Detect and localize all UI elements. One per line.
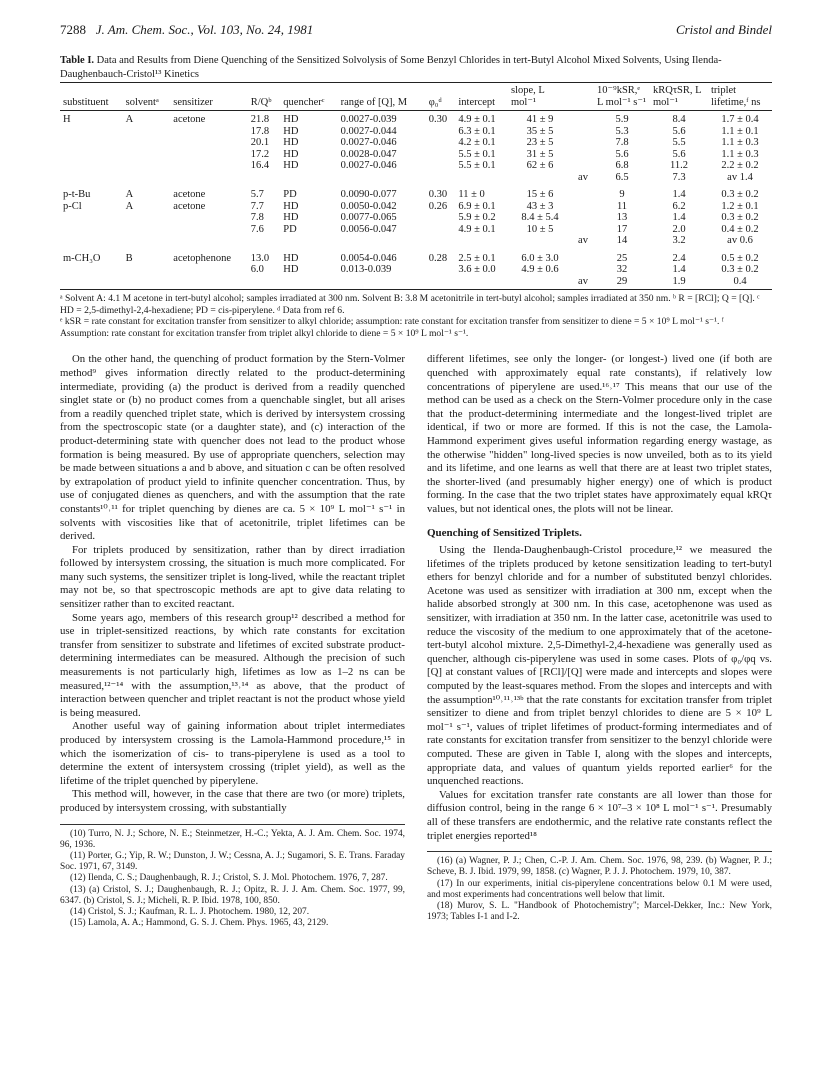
table-cell <box>572 247 594 265</box>
table-cell: 0.4 <box>708 276 772 290</box>
table-row <box>60 224 772 236</box>
table-cell: 1.1 ± 0.3 <box>721 137 759 148</box>
table-cell: 5.5 ± 0.1 <box>458 148 496 160</box>
table-cell <box>572 264 594 276</box>
table-cell: 1.1 ± 0.1 <box>721 125 759 137</box>
table-cell: 11.2 <box>670 160 688 171</box>
table-cell <box>280 172 337 184</box>
table-cell: HD <box>283 114 299 125</box>
reference: (11) Porter, G.; Yip, R. W.; Dunston, J. W.; Cessna, A. J.; Sugamori, S. E. Trans. Faraday Soc. 1971, 67, 3149. <box>60 850 405 873</box>
col-slope: slope, L mol⁻¹ <box>508 83 572 111</box>
table-cell: 1.9 <box>650 276 708 290</box>
table-caption-text: Data and Results from Diene Quenching of the Sensitized Solvolysis of Some Benzyl Chlorides in tert-Butyl Alcohol Mixed Solvents, Using Ilenda-Daughenbauch-Cristol¹³ Kinetics <box>60 55 722 80</box>
table-cell: 5.9 <box>615 114 629 125</box>
table-cell <box>426 137 456 149</box>
table-cell <box>426 160 456 172</box>
table-footnote: ᵉ kSR = rate constant for excitation transfer from sensitizer to alkyl chloride; assumption: rate constant for excitation transfer from sensitizer to diene = 5 × 10⁹ L mol⁻¹ s⁻¹. ᶠ Assumption: rate constant for excitation transfer from triplet alkyl chloride to diene = 5 × 10⁹ L mol⁻¹ s⁻¹. <box>60 316 724 339</box>
table-cell: A <box>125 200 134 212</box>
table-cell: av <box>578 235 588 246</box>
table-cell: 0.0027-0.046 <box>340 137 397 148</box>
table-cell: 4.9 ± 0.1 <box>458 114 496 125</box>
table-cell: 2.2 ± 0.2 <box>721 160 759 171</box>
table-cell: PD <box>283 189 297 200</box>
table-cell: 0.5 ± 0.2 <box>721 252 759 264</box>
table-cell: 6.2 <box>672 200 686 212</box>
table-cell: 23 ± 5 <box>526 137 554 148</box>
table-cell <box>60 160 123 172</box>
table-cell: 3.6 ± 0.0 <box>458 264 496 275</box>
table-cell <box>426 172 456 184</box>
table-label: Table I. <box>60 55 95 66</box>
table-cell <box>248 276 281 290</box>
table-cell <box>455 172 508 184</box>
reference: (12) Ilenda, C. S.; Daughenbaugh, R. J.; Cristol, S. J. Mol. Photochem. 1976, 7, 287. <box>70 873 388 884</box>
table-row <box>60 264 772 276</box>
col-ksr: 10⁻⁹kSR,ᵉ L mol⁻¹ s⁻¹ <box>594 83 650 111</box>
table-cell <box>248 172 281 184</box>
data-table <box>60 82 772 290</box>
table-cell <box>60 224 123 236</box>
paragraph: Some years ago, members of this research group¹² described a method for use in triplet-sensitized reactions, by which rate constants for excitation transfer from sensitizer to substrate and lifetimes of excited substrate product-determining intermediates can be measured. Although the precision of such measurements is not particularly high, lifetimes as low as 1–2 ns can be measured,¹²⁻¹⁴ with the assumption,¹³˒¹⁴ as above, that the product of interaction between quencher and triplet reactant is not the product whose yield is being measured. <box>60 611 405 719</box>
table-cell: 2.5 ± 0.1 <box>458 252 496 264</box>
table-cell: 3.2 <box>672 235 686 246</box>
table-cell: HD <box>283 200 299 212</box>
col-lifetime: triplet lifetime,ᶠ ns <box>708 83 772 111</box>
journal-page <box>60 22 772 929</box>
table-cell <box>572 111 594 126</box>
table-cell <box>60 264 123 276</box>
table-row <box>60 126 772 138</box>
table-cell: 7.8 <box>250 212 264 223</box>
table-cell: 1.4 <box>672 212 686 223</box>
table-cell: 17.8 <box>250 125 270 137</box>
section-heading: Quenching of Sensitized Triplets. <box>427 526 582 539</box>
table-cell: 7.3 <box>672 171 686 183</box>
table-row <box>60 212 772 224</box>
col-solvent: solventᵃ <box>123 83 171 111</box>
table-cell: 4.9 ± 0.6 <box>521 264 559 275</box>
paragraph: Using the Ilenda-Daughenbaugh-Cristol procedure,¹² we measured the lifetimes of the triplets produced by ketone sensitization leading to tert-butyl ethers for benzyl chloride and for a number of substituted benzyl chlorides. Acetone was used as sensitizer with irradiation at 300 nm, except when the halide absorbed strongly at 300 nm. In this case, acetophenone was used as sensitizer, with irradiation at 350 nm. In the latter case, acetonitrile was used to reduce the viscosity of the medium to one approximately that of the acetone-tert-butyl alcohol mixture. 2,5-Dimethyl-2,4-hexadiene was generally used as quencher, although cis-piperylene was used in some cases. Plots of φ₀/φq vs. [Q] at constant values of [RCl]/[Q] were made and intercepts and slopes were computed by the least-squares method. From the slopes and intercepts and with the assumption¹⁰˒¹¹˒¹³ᵇ that the rate constants for excitation transfer from triplet sensitizer to diene and from triplet benzyl chlorides to diene are 5 × 10⁹ L mol⁻¹ s⁻¹, values of triplet lifetimes of product-forming intermediates and of rate constants for excitation transfer from sensitizer to the benzyl chloride were computed. These are given in Table I, along with the slopes and intercepts, appropriate data, and values of quantum yields reported earlier⁶ for the unquenched reactions. <box>427 544 772 788</box>
table-cell <box>170 212 247 224</box>
table-cell: 5.3 <box>615 125 629 137</box>
table-cell <box>60 126 123 138</box>
table-cell: 21.8 <box>250 114 270 125</box>
table-cell: 31 ± 5 <box>526 148 554 160</box>
table-cell: 0.30 <box>428 114 448 125</box>
table-cell <box>170 137 247 149</box>
table-cell <box>508 172 572 184</box>
table-cell: 6.5 <box>615 171 629 183</box>
table-cell: 5.5 ± 0.1 <box>458 160 496 171</box>
table-cell: 2.0 <box>672 223 686 235</box>
right-column <box>427 353 772 929</box>
table-cell <box>426 276 456 290</box>
table-cell: 20.1 <box>250 137 270 148</box>
table-cell: 13.0 <box>250 252 270 264</box>
table-cell: 13 <box>616 212 628 223</box>
table-cell: 0.0028-0.047 <box>340 148 397 160</box>
paragraph: different lifetimes, see only the longer- (or longest-) lived one (if both are quenched with approximately equal rate constants), if relatively low concentrations of piperylene are used.¹⁶˒¹⁷ This means that our use of the method can be used as a check on the Stern-Volmer procedure only in the case that the product-determining intermediate and the longest-lived triplet are identical, if two or more are formed. If this is not the case, the Lamola-Hammond experiment gives useful information regarding energy wastage, as the otherwise "hidden" long-lived species is now unveiled, both as to its yield and its lifetime, and one learns as well that there are at least two triplet states, the shorter-lived (and presumably higher energy) one of which is product forming. In the case that the two triplet states have approximately equal kRQτ values, but not identical ones, the plots will not be linear. <box>427 353 772 515</box>
table-cell <box>170 235 247 247</box>
table-footnote: ᵃ Solvent A: 4.1 M acetone in tert-butyl alcohol; samples irradiated at 300 nm. Solvent B: 3.8 M acetonitrile in tert-butyl alcohol; samples irradiated at 350 nm. ᵇ R = [RCl]; Q = [Q]. ᶜ HD = 2,5-dimethyl-2,4-hexadiene; PD = cis-piperylene. ᵈ Data from ref 6. <box>60 293 760 316</box>
table-cell: 6.8 <box>615 160 629 171</box>
table-cell <box>123 160 171 172</box>
table-cell: 0.0027-0.039 <box>340 114 397 125</box>
table-body <box>60 111 772 290</box>
table-cell: 7.7 <box>250 200 264 212</box>
table-cell: acetone <box>173 189 206 200</box>
table-row <box>60 160 772 172</box>
col-phi: φ₀ᵈ <box>426 83 456 111</box>
table-cell: 6.0 ± 3.0 <box>521 252 559 264</box>
col-sensitizer: sensitizer <box>170 83 247 111</box>
table-cell <box>426 235 456 247</box>
table-cell <box>123 149 171 161</box>
table-cell <box>572 137 594 149</box>
table-cell: 5.6 <box>672 125 686 137</box>
table-cell: 5.6 <box>672 148 686 160</box>
table-cell <box>123 264 171 276</box>
journal-citation: J. Am. Chem. Soc., Vol. 103, No. 24, 1981 <box>95 22 314 37</box>
table-footnotes <box>60 293 772 339</box>
table-cell <box>123 172 171 184</box>
reference: (16) (a) Wagner, P. J.; Chen, C.-P. J. Am. Chem. Soc. 1976, 98, 239. (b) Wagner, P. J.; Scheve, B. J. Ibid. 1979, 99, 1858. (c) Wagner, P. J. J. Photochem. 1979, 10, 387. <box>427 856 772 878</box>
table-cell: 0.0054-0.046 <box>340 252 397 264</box>
table-cell: 41 ± 9 <box>526 114 554 125</box>
table-cell: 17.2 <box>250 148 270 160</box>
table-cell <box>60 149 123 161</box>
col-krqtsr: kRQτSR, L mol⁻¹ <box>650 83 708 111</box>
table-cell: 43 ± 3 <box>526 200 554 212</box>
table-cell: 0.3 ± 0.2 <box>721 189 759 200</box>
table-cell: HD <box>283 160 299 171</box>
table-cell: acetone <box>173 114 206 125</box>
col-substituent: substituent <box>60 83 123 111</box>
table-cell: av 1.4 <box>727 171 753 183</box>
table-cell <box>248 235 281 247</box>
table-cell <box>572 149 594 161</box>
table-cell <box>123 212 171 224</box>
table-cell: 0.28 <box>428 252 448 264</box>
col-range: range of [Q], M <box>338 83 426 111</box>
table-cell: acetophenone <box>173 252 232 264</box>
table-cell: 16.4 <box>250 160 270 171</box>
table-caption <box>60 54 772 82</box>
table-cell <box>60 172 123 184</box>
table-cell: 1.4 <box>672 264 686 275</box>
table-cell: 6.9 ± 0.1 <box>458 200 496 212</box>
header-authors: Cristol and Bindel <box>675 22 772 37</box>
reference: (13) (a) Cristol, S. J.; Daughenbaugh, R. J.; Opitz, R. J. J. Am. Chem. Soc. 1977, 99, 6347. (b) Cristol, S. J.; Micheli, R. P. Ibid. 1978, 100, 850. <box>60 884 405 906</box>
table-cell <box>338 172 426 184</box>
table-cell <box>338 235 426 247</box>
table-cell: p-t-Bu <box>63 189 91 200</box>
table-cell: 25 <box>616 252 628 264</box>
table-cell: 15 ± 6 <box>526 189 554 200</box>
table-cell: 0.013-0.039 <box>340 264 392 275</box>
reference: (18) Murov, S. L. "Handbook of Photochemistry"; Marcel-Dekker, Inc.: New York, 1973; Tables I-1 and I-2. <box>427 900 772 923</box>
table-row <box>60 172 772 184</box>
table-cell <box>123 276 171 290</box>
table-cell <box>280 235 337 247</box>
reference: (15) Lamola, A. A.; Hammond, G. S. J. Chem. Phys. 1965, 43, 2129. <box>70 918 329 929</box>
table-cell: 1.1 ± 0.3 <box>721 148 759 160</box>
table-cell <box>123 126 171 138</box>
table-cell: 5.9 ± 0.2 <box>458 212 496 223</box>
table-cell <box>426 212 456 224</box>
table-cell: PD <box>283 223 297 235</box>
table-cell: 4.2 ± 0.1 <box>458 137 496 148</box>
table-cell: 0.0050-0.042 <box>340 200 397 212</box>
table-row <box>60 276 772 290</box>
table-cell: A <box>125 114 134 125</box>
table-cell: 0.0090-0.077 <box>340 189 397 200</box>
table-cell: HD <box>283 148 299 160</box>
table-cell: 1.2 ± 0.1 <box>721 200 759 212</box>
table-cell: 32 <box>616 264 628 275</box>
table-cell <box>60 212 123 224</box>
table-cell: HD <box>283 137 299 148</box>
page-number: 7288 <box>60 22 86 37</box>
table-cell: 5.6 <box>615 148 629 160</box>
table-cell: HD <box>283 125 299 137</box>
table-cell: H <box>63 114 71 125</box>
table-cell: 5.5 <box>672 137 686 148</box>
table-cell <box>508 235 572 247</box>
reference: (10) Turro, N. J.; Schore, N. E.; Steinmetzer, H.-C.; Yekta, A. J. Am. Chem. Soc. 1974, 96, 1936. <box>60 828 405 850</box>
table-cell: 0.0027-0.046 <box>340 160 397 171</box>
paragraph: This method will, however, in the case that there are two (or more) triplets, produced by intersystem crossing, with substantially <box>60 788 405 814</box>
paragraph: Another useful way of gaining information about triplet intermediates produced by intersystem crossing is the Lamola-Hammond procedure,¹⁵ in which the isomerization of cis- to trans-piperylene is used as a tool to determine the extent of intersystem crossing (triplet yield), as well as the lifetime of the triplet quenched by piperylene. <box>60 720 405 787</box>
table-cell <box>170 126 247 138</box>
table-row <box>60 183 772 201</box>
table-cell: 8.4 <box>672 114 686 125</box>
table-cell: 6.3 ± 0.1 <box>458 125 496 137</box>
table-cell: 29 <box>594 276 650 290</box>
table-cell <box>170 264 247 276</box>
table-cell: 11 ± 0 <box>458 189 485 200</box>
paragraph: Values for excitation transfer rate constants are all lower than those for diffusion control, being in the range 6 × 10⁷–3 × 10⁸ L mol⁻¹ s⁻¹. Presumably all of these transfers are endothermic, and the relative rate constants reflect the triplet energies reported¹⁸ <box>427 788 772 842</box>
table-cell: HD <box>283 212 299 223</box>
paragraph: For triplets produced by sensitization, rather than by direct irradiation followed by intersystem crossing, the situation is much more complicated. For many such systems, the sensitizer triplet is long-lived, while the reactant triplet may not be, so that spectroscopic methods are apt to give data relating to sensitizer rather than to excited reactant. <box>60 543 405 611</box>
col-rq: R/Qᵇ <box>248 83 281 111</box>
body-columns <box>60 353 772 929</box>
references-right <box>427 851 772 923</box>
table-cell <box>170 224 247 236</box>
table-cell <box>426 149 456 161</box>
table-cell: 7.8 <box>615 137 629 148</box>
col-intercept: intercept <box>455 83 508 111</box>
table-cell: HD <box>283 264 299 275</box>
table-cell <box>455 276 508 290</box>
table-cell: 0.4 ± 0.2 <box>721 223 759 235</box>
table-cell <box>123 224 171 236</box>
table-cell: 5.7 <box>250 189 264 200</box>
paragraph: On the other hand, the quenching of product formation by the Stern-Volmer method⁹ gives information directly related to the product-determining intermediate, providing (a) the product is derived from a readily quenched singlet state or (b) no product comes from a quenchable singlet, but all arises from a readily quenched triplet state, which is derived by intersystem crossing from the spectroscopic state (or a daughter state), and (c) interaction of the product-determining state with quencher does not lead to the product whose formation is being measured. By use of appropriate quenchers, selection may be made between situations a and b above, and situation c can be often resolved by extrapolation of product yield to infinite quencher concentration. Thus, by use of conjugated dienes as quenchers, and with the assumption that the rate constants¹⁰˒¹¹ for triplet quenching by dienes are ca. 5 × 10⁹ L mol⁻¹ s⁻¹ in solvents with viscosities like that of acetonitrile, triplet lifetimes can be derived. <box>60 353 405 543</box>
table-row <box>60 201 772 213</box>
table-cell: 35 ± 5 <box>526 125 554 137</box>
table-cell: av 0.6 <box>727 235 753 246</box>
reference: (14) Cristol, S. J.; Kaufman, R. L. J. Photochem. 1980, 12, 207. <box>70 906 310 917</box>
table-cell <box>338 276 426 290</box>
table-cell <box>170 172 247 184</box>
table-cell <box>426 126 456 138</box>
header-left <box>60 22 313 42</box>
table-cell <box>455 235 508 247</box>
table-cell: 14 <box>616 235 628 246</box>
table-cell <box>572 160 594 172</box>
table-cell: m-CH₃O <box>63 252 101 264</box>
col-av <box>572 83 594 111</box>
table-cell: 0.30 <box>428 189 448 200</box>
table-cell: 0.0077-0.065 <box>340 212 397 223</box>
table-cell: 17 <box>616 223 628 235</box>
table-cell <box>123 235 171 247</box>
table-row <box>60 111 772 126</box>
table-cell <box>170 276 247 290</box>
table-cell <box>508 276 572 290</box>
table-row <box>60 149 772 161</box>
table-cell: 0.26 <box>428 200 448 212</box>
table-cell <box>170 149 247 161</box>
table-cell <box>426 224 456 236</box>
table-cell <box>426 264 456 276</box>
references-left <box>60 824 405 930</box>
table-cell: 6.0 <box>250 264 264 275</box>
table-cell <box>170 160 247 172</box>
table-cell: 2.4 <box>672 252 686 264</box>
table-cell <box>572 224 594 236</box>
col-quencher: quencherᶜ <box>280 83 337 111</box>
table-cell: p-Cl <box>63 200 82 212</box>
table-cell <box>60 137 123 149</box>
table-cell <box>572 126 594 138</box>
table-cell: A <box>125 189 134 200</box>
table-cell: 4.9 ± 0.1 <box>458 223 496 235</box>
table-cell: 0.0027-0.044 <box>340 125 397 137</box>
table-cell: HD <box>283 252 299 264</box>
left-column <box>60 353 405 929</box>
table-cell: 1.4 <box>672 189 686 200</box>
table-cell: 62 ± 6 <box>526 160 554 171</box>
table-cell <box>60 276 123 290</box>
table-row <box>60 247 772 265</box>
table-cell: 9 <box>619 189 625 200</box>
table-cell: 10 ± 5 <box>526 223 554 235</box>
table-cell: av <box>578 171 588 183</box>
table-row <box>60 137 772 149</box>
running-header <box>60 22 772 42</box>
table-cell <box>123 137 171 149</box>
table-cell: acetone <box>173 200 206 212</box>
table-cell <box>572 212 594 224</box>
table-cell: 8.4 ± 5.4 <box>521 212 559 223</box>
table-cell: 7.6 <box>250 223 264 235</box>
table-cell: 1.7 ± 0.4 <box>721 114 759 125</box>
table-cell <box>572 201 594 213</box>
table-cell <box>60 235 123 247</box>
table-cell: 0.3 ± 0.2 <box>721 264 759 275</box>
table-cell: 11 <box>616 200 628 212</box>
table-cell: av <box>572 276 594 290</box>
table-cell: 0.0056-0.047 <box>340 223 397 235</box>
reference: (17) In our experiments, initial cis-piperylene concentrations below 0.1 M were used, and most experiments had concentrations well below that limit. <box>427 878 772 900</box>
table-cell <box>572 183 594 201</box>
table-cell <box>280 276 337 290</box>
table-row <box>60 235 772 247</box>
table-cell: 0.3 ± 0.2 <box>721 212 759 223</box>
table-cell: B <box>125 252 133 264</box>
